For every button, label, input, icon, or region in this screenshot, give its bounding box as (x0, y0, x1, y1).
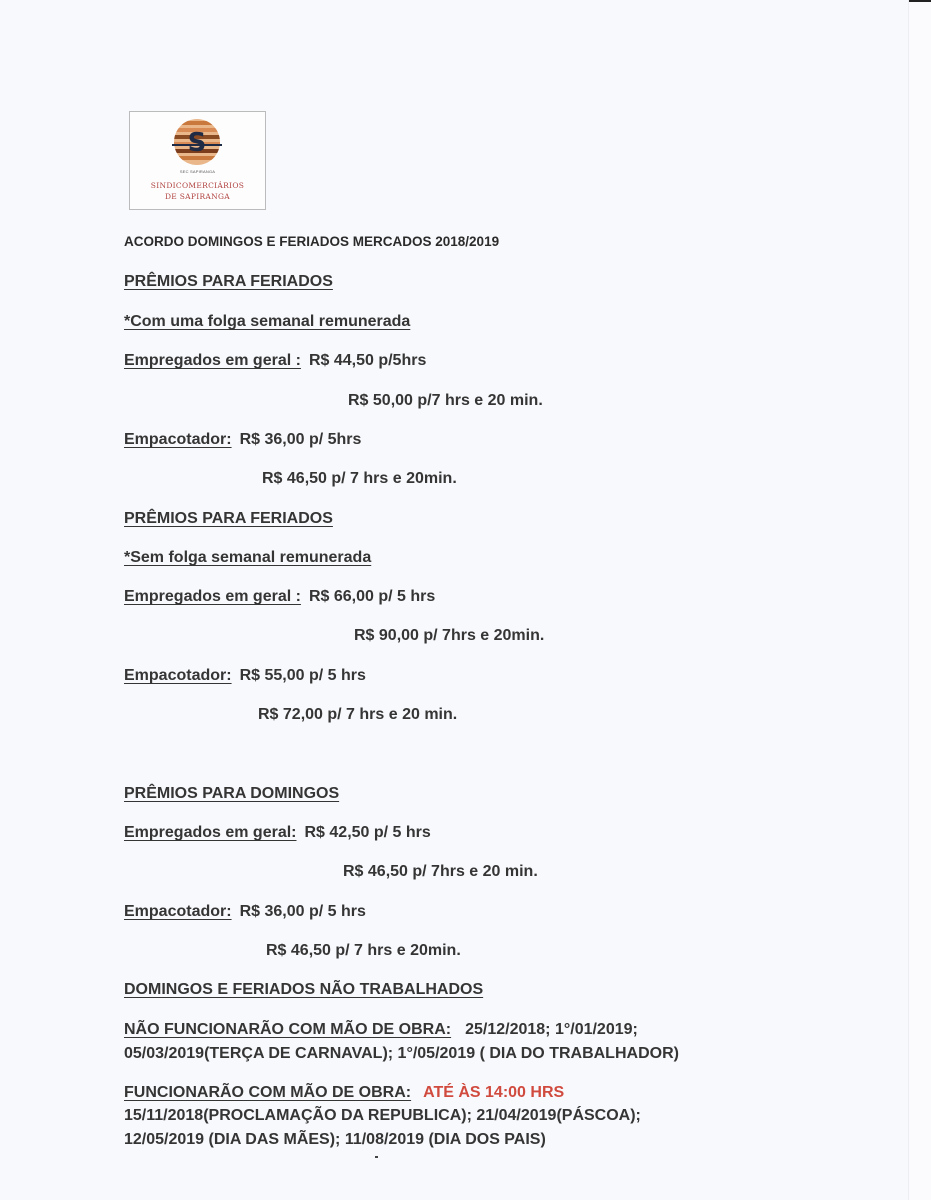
value-geral-7hrs: R$ 90,00 p/ 7hrs e 20min. (354, 627, 545, 644)
value-geral-7hrs: R$ 46,50 p/ 7hrs e 20 min. (343, 863, 538, 880)
row-empacotador-domingos (124, 903, 366, 921)
section-heading-feriados-sem-folga: PRÊMIOS PARA FERIADOS (124, 510, 333, 527)
value-geral-5hrs: R$ 44,50 p/5hrs (308, 352, 427, 369)
label-empacotador: Empacotador: (124, 903, 232, 920)
value-geral-5hrs: R$ 66,00 p/ 5 hrs (308, 588, 436, 605)
label-nao-funcionarao: NÃO FUNCIONARÃO COM MÃO DE OBRA: (124, 1021, 452, 1038)
logo-name-line1: SINDICOMERCIÁRIOS (150, 181, 245, 190)
row-funcionarao (124, 1084, 564, 1102)
label-empregados-geral: Empregados em geral : (124, 352, 301, 369)
value-empacotador-7hrs: R$ 46,50 p/ 7 hrs e 20min. (262, 470, 457, 487)
label-empacotador: Empacotador: (124, 667, 232, 684)
value-empacotador-7hrs: R$ 72,00 p/ 7 hrs e 20 min. (258, 706, 458, 723)
section-heading-domingos: PRÊMIOS PARA DOMINGOS (124, 785, 340, 802)
nao-funcionarao-dates-2: 05/03/2019(TERÇA DE CARNAVAL); 1°/05/2019 ( DIA DO TRABALHADOR) (124, 1045, 679, 1062)
funcionarao-dates-1: 15/11/2018(PROCLAMAÇÃO DA REPUBLICA); 21/04/2019(PÁSCOA); (124, 1107, 641, 1124)
label-empacotador: Empacotador: (124, 431, 232, 448)
value-empacotador-7hrs: R$ 46,50 p/ 7 hrs e 20min. (266, 942, 461, 959)
svg-text:S: S (187, 128, 207, 158)
scan-edge-mark (909, 0, 931, 2)
scan-edge (908, 0, 931, 1200)
document-title: ACORDO DOMINGOS E FERIADOS MERCADOS 2018/2019 (124, 234, 500, 249)
nao-funcionarao-dates-1: 25/12/2018; 1°/01/2019; (465, 1021, 638, 1038)
label-empregados-geral: Empregados em geral : (124, 588, 301, 605)
row-geral-sem-folga (124, 588, 435, 606)
logo-name-line2: DE SAPIRANGA (164, 192, 231, 201)
condition-com-folga: *Com uma folga semanal remunerada (124, 313, 411, 330)
logo-small-text: SEC SAPIRANGA (179, 169, 216, 174)
value-geral-5hrs: R$ 42,50 p/ 5 hrs (304, 824, 431, 841)
label-empregados-geral: Empregados em geral: (124, 824, 297, 841)
funcionarao-time-note: ATÉ ÀS 14:00 HRS (423, 1084, 565, 1101)
value-empacotador-5hrs: R$ 55,00 p/ 5 hrs (239, 667, 366, 684)
funcionarao-dates-2: 12/05/2019 (DIA DAS MÃES); 11/08/2019 (DIA DOS PAIS) (124, 1131, 546, 1148)
globe-s-logo-icon (168, 118, 226, 168)
row-geral-com-folga (124, 352, 426, 370)
condition-sem-folga: *Sem folga semanal remunerada (124, 549, 372, 566)
row-nao-funcionarao (124, 1021, 638, 1039)
label-funcionarao: FUNCIONARÃO COM MÃO DE OBRA: (124, 1084, 412, 1101)
union-logo (129, 111, 266, 210)
value-empacotador-5hrs: R$ 36,00 p/ 5 hrs (239, 903, 366, 920)
section-heading-feriados-com-folga: PRÊMIOS PARA FERIADOS (124, 273, 333, 290)
section-heading-nao-trabalhados: DOMINGOS E FERIADOS NÃO TRABALHADOS (124, 981, 484, 998)
value-empacotador-5hrs: R$ 36,00 p/ 5hrs (239, 431, 362, 448)
row-empacotador-com-folga (124, 431, 361, 449)
row-geral-domingos (124, 824, 431, 842)
scan-speck (375, 1156, 378, 1158)
value-geral-7hrs: R$ 50,00 p/7 hrs e 20 min. (348, 392, 543, 409)
row-empacotador-sem-folga (124, 667, 366, 685)
